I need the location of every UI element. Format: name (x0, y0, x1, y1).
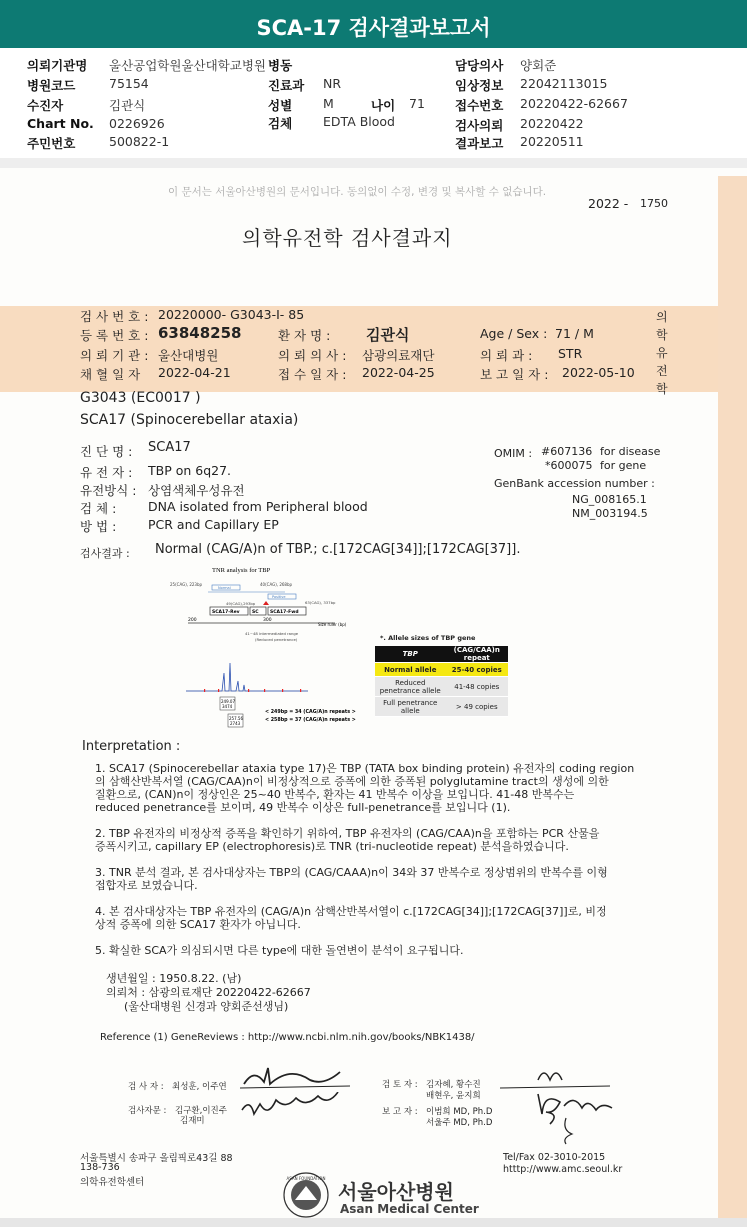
collect-date: 2022-04-21 (158, 365, 231, 380)
allele-table (375, 646, 508, 717)
genbank-2: NM_003194.5 (572, 507, 648, 520)
interp-paragraph: 5. 확실한 SCA가 의심되시면 다른 type에 대한 돌연변이 분석이 요구됩니다. (95, 944, 464, 957)
test-name: SCA17 (Spinocerebellar ataxia) (80, 412, 299, 428)
allele-col-gene: TBP (375, 646, 446, 663)
label-d: 63(CAG), 337bp (305, 600, 336, 605)
report-label: 보 고 일 자 : (480, 367, 549, 382)
allele-row: Reduced penetrance allele 41-48 copies (375, 677, 508, 697)
allele-row: Full penetrance allele > 49 copies (375, 697, 508, 717)
hospital-name-en: Asan Medical Center (340, 1202, 479, 1216)
label-positive: Positive (272, 595, 286, 599)
receive-date: 2022-04-25 (362, 365, 435, 380)
standard-peak (218, 689, 219, 692)
referrer: 의뢰처 : 삼광의료재단 20220422-62667 (106, 986, 311, 999)
interpretation-body (95, 762, 695, 957)
age-sex-label: Age / Sex : (480, 326, 548, 341)
advisor-2: 김재미 (180, 1116, 205, 1126)
report-title: SCA-17 검사결과보고서 (0, 0, 747, 48)
reviewer-2: 배현우, 윤지희 (426, 1091, 481, 1101)
scanned-report (0, 168, 747, 1218)
result: Normal (CAG/A)n of TBP.; c.[172CAG[34]];[172CAG[37]]. (155, 542, 521, 557)
interpretation-title: Interpretation : (82, 739, 181, 754)
receive-label: 접 수 일 자 : (278, 367, 347, 382)
doc-year: 2022 - (588, 196, 629, 211)
referrer-note: (울산대병원 신경과 양회준선생님) (124, 1000, 289, 1013)
test-code: G3043 (EC0017 ) (80, 390, 201, 406)
exam-no: 20220000- G3043-I- 85 (158, 307, 305, 322)
interp-paragraph: 3. TNR 분석 결과, 본 검사대상자는 TBP의 (CAG/CAAA)n이 34와 37 반복수로 정상범위의 반복수를 이형 접합자로 보였습니다. (95, 866, 608, 892)
address-2: 138-736 (80, 1162, 120, 1173)
interp-paragraph: 1. SCA17 (Spinocerebellar ataxia type 17)은 TBP (TATA box binding protein) 유전자의 coding region 의 삼핵산반복서열 (CAG/CAA)n이 비정상적으로 증폭에 의한 증폭된 polyglutamine tract의 생성에 의한 질환으로, (CAN)n이 정상인은 25~40 반복수, 환자는 41 반복수 이상을 보입니다. 41-48 반복수는 reduced penetrance를 보이며, 49 반복수 이상은 full-penetrance를 보입니다 (1). (95, 762, 635, 814)
genbank-label: GenBank accession number : (494, 477, 655, 490)
bottom-strip (0, 1218, 747, 1227)
reg-no-label: 등 록 번 호 : (80, 328, 149, 343)
tnr-diagram (160, 563, 360, 738)
patient-name: 김관식 (366, 326, 410, 344)
advisor-label: 검사자문 : (128, 1106, 167, 1116)
reporter-signature (508, 1088, 628, 1148)
inst: 울산대병원 (158, 348, 219, 363)
range-note: 41~48 intermediated range (245, 631, 299, 636)
reviewer-label: 검 토 자 : (382, 1080, 418, 1090)
address-3: 의학유전학센터 (80, 1177, 145, 1188)
marker-icon (263, 601, 269, 605)
gene-label: 유 전 자 : (80, 465, 133, 480)
method-label: 방 법 : (80, 519, 117, 534)
allele-table-title: *. Allele sizes of TBP gene (380, 634, 476, 642)
standard-peak (300, 689, 301, 692)
reporter-2: 서울주 MD, Ph.D (426, 1118, 493, 1128)
peak2-height: 2743 (230, 721, 241, 726)
genbank-1: NG_008165.1 (572, 493, 647, 506)
omim-label: OMIM : (494, 447, 533, 460)
doctor-label: 의 뢰 의 사 : (278, 348, 347, 363)
side-label: 의학유전학 (656, 310, 668, 396)
omim-disease: #607136 (541, 445, 593, 458)
doctor: 삼광의료재단 (362, 348, 435, 363)
allele-table-head (375, 646, 508, 663)
gene: TBP on 6q27. (148, 463, 232, 478)
diag-label: 진 단 명 : (80, 444, 133, 459)
allele-col-repeat: (CAG/CAA)n repeat (446, 646, 508, 663)
tester-label: 검 사 자 : (128, 1082, 164, 1092)
box1-label: SCA17-Rev (212, 610, 240, 615)
reporter-label: 보 고 자 : (382, 1107, 418, 1117)
ruler-label: Size ruler (bp) (318, 622, 347, 627)
age-sex: 71 / M (555, 326, 594, 341)
interp-paragraph: 4. 본 검사대상자는 TBP 유전자의 (CAG/A)n 삼핵산반복서열이 c.[172CAG[34]];[172CAG[37]]로, 비정 상적 증폭에 의한 SCA17 환자가 아닙니다. (95, 905, 607, 931)
label-a: 25(CAG), 223bp (170, 582, 203, 587)
side-strip (718, 176, 747, 1218)
hospital-name-kr: 서울아산병원 (338, 1180, 454, 1204)
reviewer: 김자혜, 황수진 (426, 1080, 481, 1090)
doc-title: 의학유전학 검사결과지 (242, 226, 453, 250)
standard-peak (248, 689, 249, 692)
advisor: 김구환,이진주 (175, 1106, 227, 1116)
size-standard-peaks (204, 689, 301, 692)
advisor-signature (238, 1092, 358, 1122)
box2-label: SC (252, 610, 259, 615)
peak1-height: 3474 (222, 704, 233, 709)
diag: SCA17 (148, 440, 191, 455)
dept-label: 의 뢰 과 : (480, 348, 533, 363)
report-date: 2022-05-10 (562, 365, 635, 380)
peak2-size: 257.56 (229, 716, 243, 721)
collect-label: 채 혈 일 자 (80, 367, 141, 382)
patient-label: 환 자 명 : (278, 328, 331, 343)
omim-gene: *600075 (545, 459, 593, 472)
repeat1: < 249bp = 34 (CAG/A)n repeats > (265, 710, 356, 715)
birth-date: 생년월일 : 1950.8.22. (남) (106, 972, 242, 985)
standard-peak (282, 689, 283, 692)
specimen-label: 검 체 : (80, 501, 117, 516)
peak1-size: 249.07 (221, 699, 235, 704)
asan-logo-icon (281, 1170, 331, 1218)
interp-paragraph: 2. TBP 유전자의 비정상적 증폭을 확인하기 위하여, TBP 유전자의 (CAG/CAA)n을 포함하는 PCR 산물을 증폭시키고, capillary EP (electrophoresis)로 TNR (tri-nucleotide repeat) 분석을하였습니다. (95, 827, 600, 853)
omim-gene-note: for gene (600, 459, 647, 472)
tick-200: 200 (188, 618, 197, 623)
watermark-notice: 이 문서는 서울아산병원의 문서입니다. 동의없이 수정, 변경 및 복사할 수 없습니다. (168, 186, 547, 198)
result-label: 검사결과 : (80, 547, 130, 560)
standard-peak (204, 689, 205, 692)
standard-peak (264, 689, 265, 692)
capillary-trace (186, 663, 308, 691)
specimen: DNA isolated from Peripheral blood (148, 499, 368, 514)
method: PCR and Capillary EP (148, 517, 279, 532)
reg-no: 63848258 (158, 324, 242, 342)
dept: STR (558, 346, 583, 361)
reference: Reference (1) GeneReviews : http://www.ncbi.nlm.nih.gov/books/NBK1438/ (100, 1032, 475, 1043)
box3-label: SCA17-Fwd (270, 610, 299, 615)
label-normal: Normal (218, 586, 231, 590)
doc-number: 1750 (640, 197, 668, 210)
address-1: 서울특별시 송파구 올림픽로43길 88 (80, 1153, 233, 1164)
inherit-label: 유전방식 : (80, 483, 137, 498)
reporter: 이범희 MD, Ph.D (426, 1107, 493, 1117)
foundation-text: ASAN FOUNDATION (286, 1176, 326, 1181)
website: htttp://www.amc.seoul.kr (503, 1164, 623, 1175)
tester: 최성훈, 이주연 (172, 1082, 227, 1092)
tel-fax: Tel/Fax 02-3010-2015 (503, 1152, 606, 1163)
divider (0, 158, 747, 168)
tnr-figure (160, 563, 360, 738)
exam-no-label: 검 사 번 호 : (80, 309, 149, 324)
allele-row: Normal allele 25-40 copies (375, 663, 508, 677)
repeat2: < 258bp = 37 (CAG/A)n repeats > (265, 718, 356, 723)
omim-disease-note: for disease (600, 445, 661, 458)
label-c: 49(CAG),293bp (226, 601, 256, 606)
range-note-2: (Reduced penetrance) (255, 637, 298, 642)
inst-label: 의 뢰 기 관 : (80, 348, 149, 363)
label-b: 40(CAG), 268bp (260, 582, 293, 587)
tick-300: 300 (263, 618, 272, 623)
figure-title: TNR analysis for TBP (212, 567, 271, 574)
inherit: 상염색체우성유전 (148, 483, 245, 498)
